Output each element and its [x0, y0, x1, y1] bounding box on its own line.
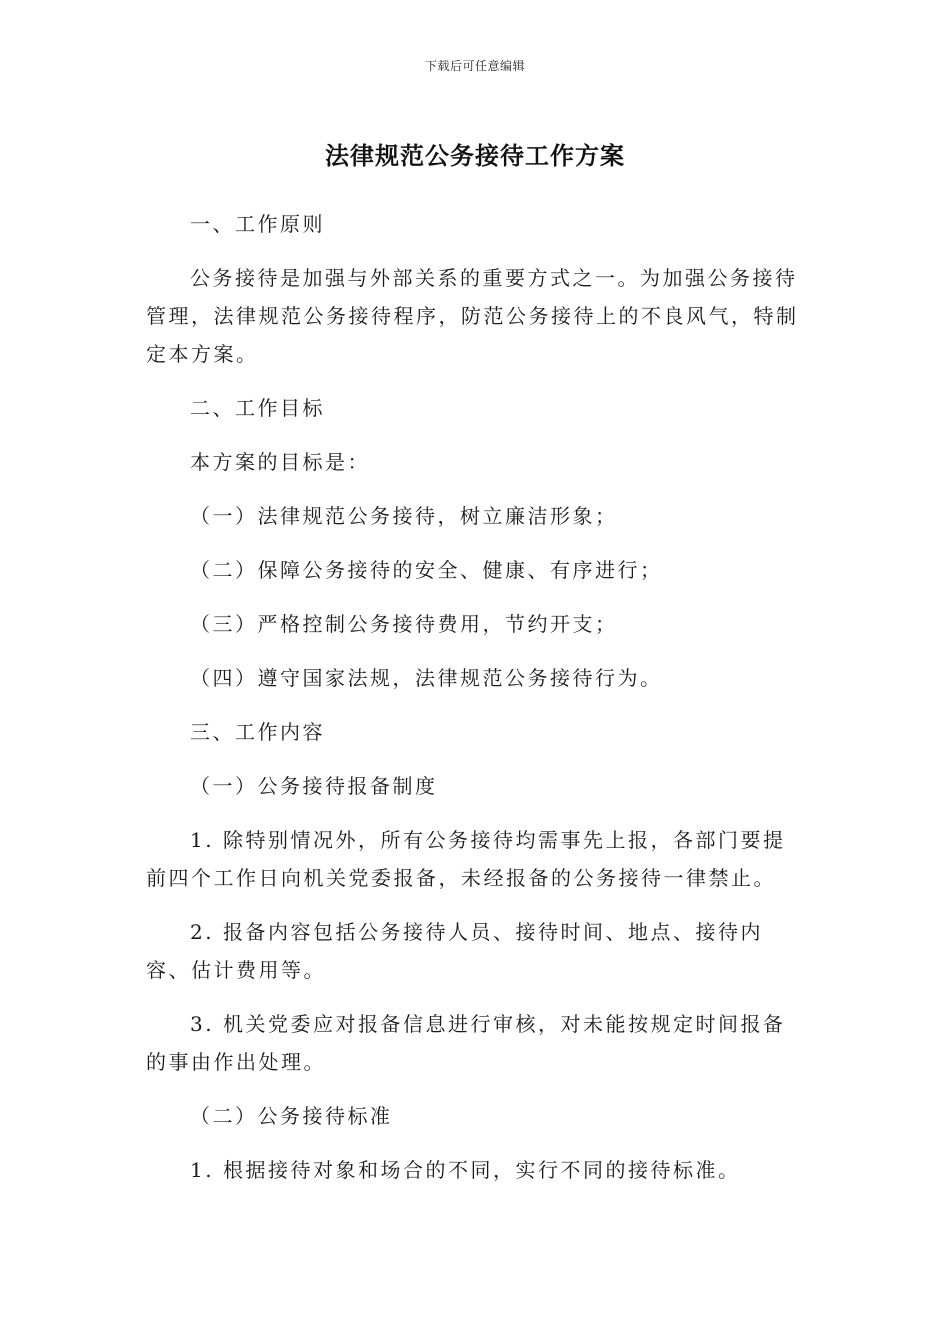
subsection-heading-standards: （二）公务接待标准 [190, 1104, 393, 1128]
goal-item-1: （一）法律规范公务接待，树立廉洁形象； [190, 504, 618, 528]
paragraph-principles: 公务接待是加强与外部关系的重要方式之一。为加强公务接待管理，法律规范公务接待程序，防范公务接待上的不良风气，特制定本方案。 [146, 266, 799, 366]
document-title: 法律规范公务接待工作方案 [325, 142, 625, 170]
reporting-item-1: 1. 除特别情况外，所有公务接待均需事先上报，各部门要提前四个工作日向机关党委报备，未经报备的公务接待一律禁止。 [146, 828, 786, 890]
standards-item-1: 1. 根据接待对象和场合的不同，实行不同的接待标准。 [190, 1158, 741, 1182]
reporting-item-2: 2. 报备内容包括公务接待人员、接待时间、地点、接待内容、估计费用等。 [146, 920, 763, 982]
subsection-heading-reporting: （一）公务接待报备制度 [190, 774, 438, 798]
header-note: 下载后可任意编辑 [424, 59, 525, 73]
goal-item-4: （四）遵守国家法规，法律规范公务接待行为。 [190, 666, 663, 690]
reporting-item-3: 3. 机关党委应对报备信息进行审核，对未能按规定时间报备的事由作出处理。 [146, 1012, 786, 1074]
paragraph-goals-intro: 本方案的目标是： [190, 450, 370, 474]
document-body [146, 205, 806, 1205]
section-heading-goals: 二、工作目标 [190, 396, 325, 420]
goal-item-2: （二）保障公务接待的安全、健康、有序进行； [190, 558, 663, 582]
section-heading-content: 三、工作内容 [190, 720, 325, 744]
section-heading-principles: 一、工作原则 [190, 212, 325, 236]
goal-item-3: （三）严格控制公务接待费用，节约开支； [190, 612, 618, 636]
